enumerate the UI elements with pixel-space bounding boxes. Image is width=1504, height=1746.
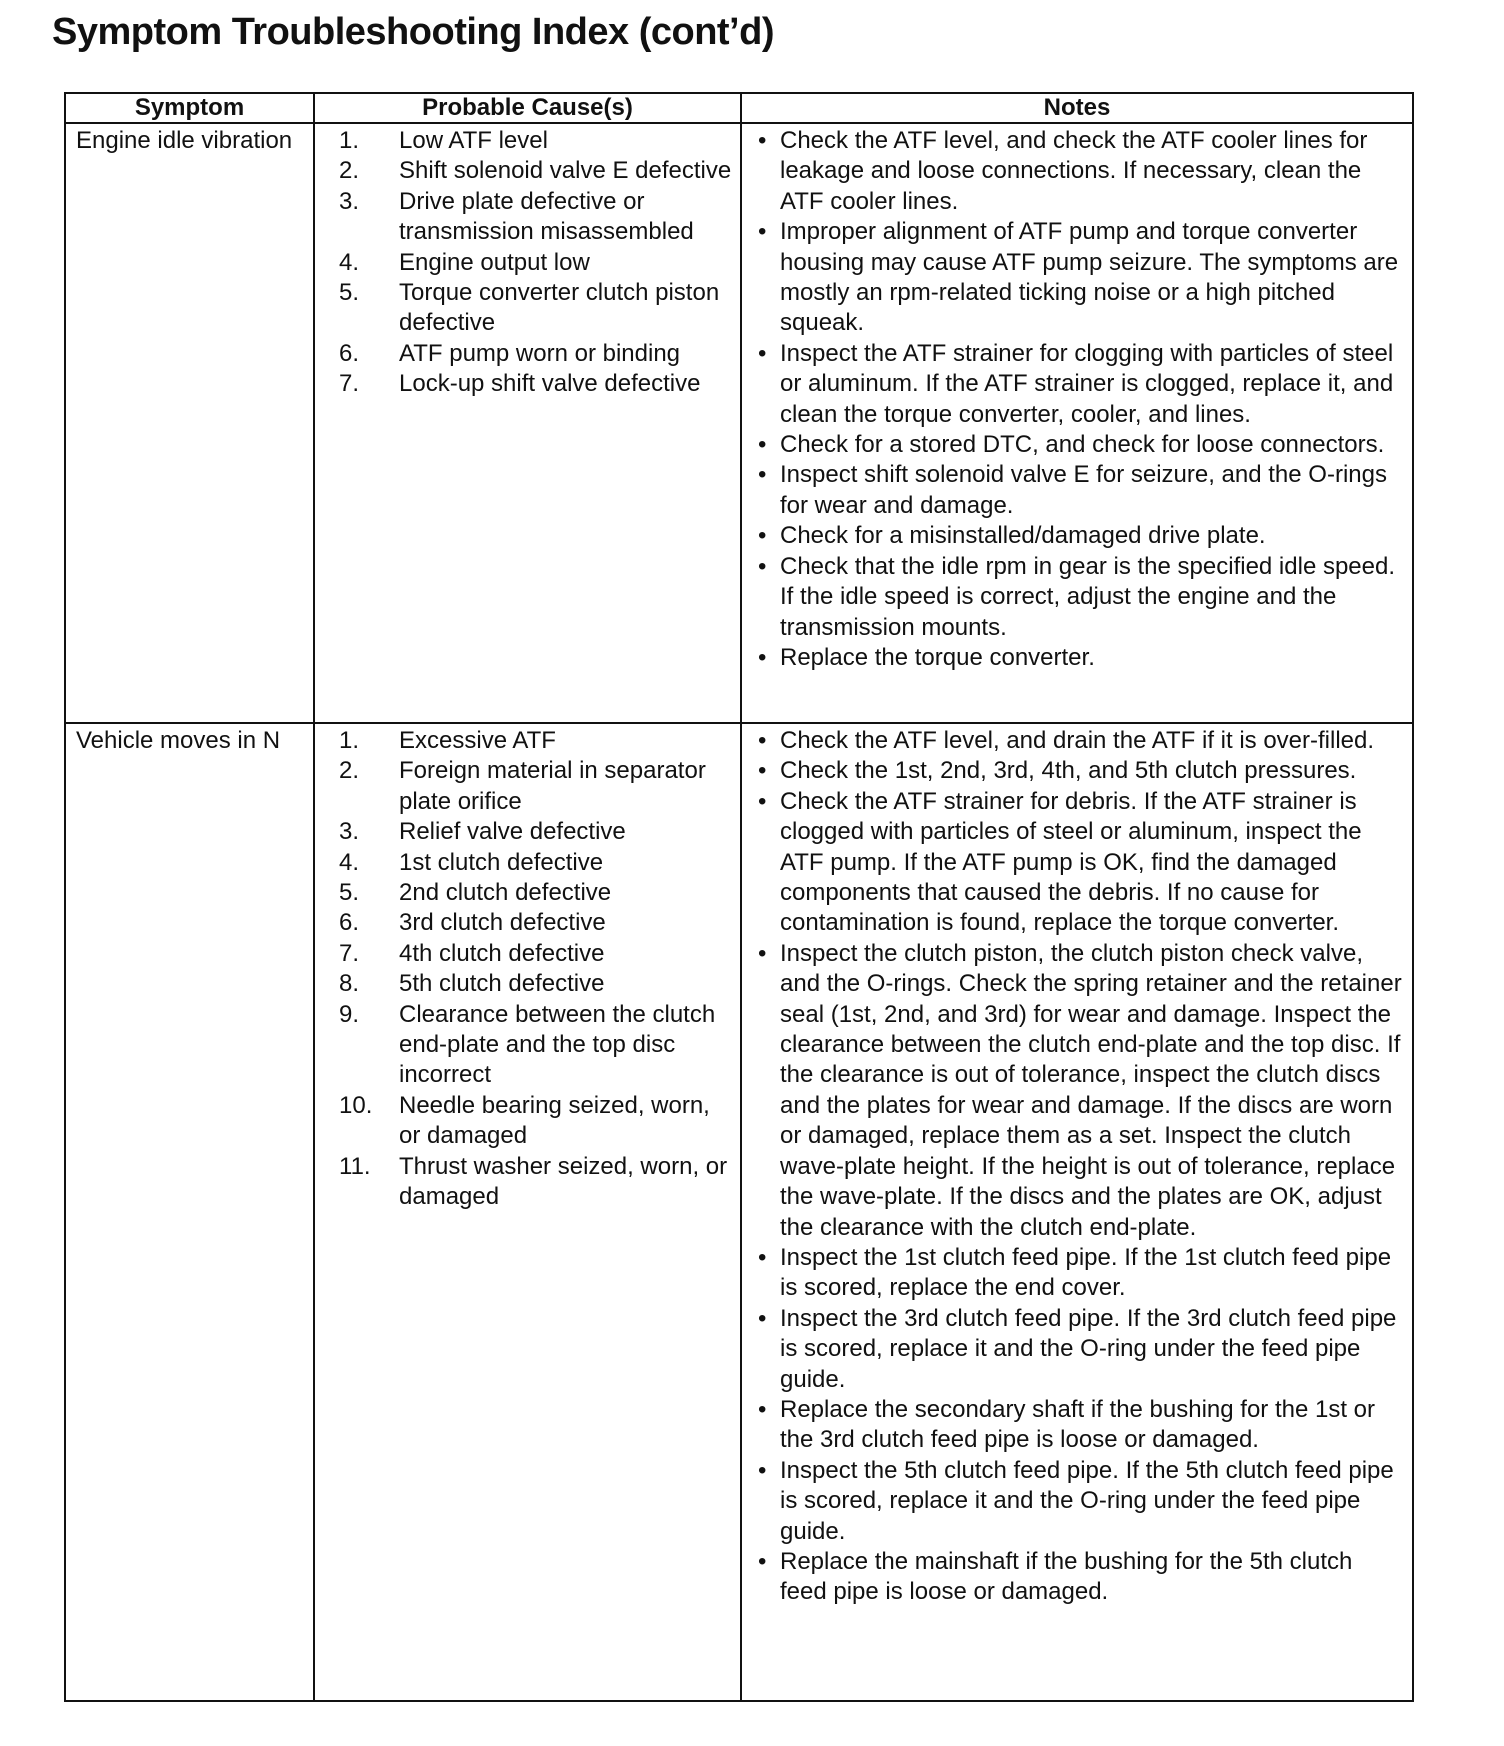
cause-number: 1. xyxy=(339,127,360,154)
header-notes: Notes xyxy=(741,93,1413,123)
note-item: • Check the ATF level, and drain the ATF if it is over-filled. xyxy=(756,726,1402,756)
note-item: • Replace the secondary shaft if the bushing for the 1st or the 3rd clutch feed pipe is loose or damaged. xyxy=(756,1395,1402,1456)
cause-item xyxy=(339,817,734,847)
table-header-row xyxy=(65,93,1413,123)
symptom-cell: Engine idle vibration xyxy=(65,123,314,723)
causes-cell xyxy=(314,723,741,1701)
cause-text: Engine output low xyxy=(399,248,590,276)
cause-number: 3. xyxy=(339,818,360,846)
note-item: • Check the 1st, 2nd, 3rd, 4th, and 5th clutch pressures. xyxy=(756,756,1402,786)
cause-number: 4. xyxy=(339,848,360,876)
cause-number: 11. xyxy=(339,1152,371,1180)
cause-item xyxy=(339,908,734,938)
cause-text: 4th clutch defective xyxy=(399,939,605,967)
cause-text: Thrust washer seized, worn, or damaged xyxy=(399,1152,728,1211)
cause-number: 7. xyxy=(339,370,360,398)
cause-number: 6. xyxy=(339,909,360,937)
cause-text: Torque converter clutch piston defective xyxy=(399,279,720,337)
cause-text: 1st clutch defective xyxy=(399,848,604,876)
cause-item xyxy=(339,756,734,817)
note-item: • Check the ATF strainer for debris. If the ATF strainer is clogged with particles of steel or aluminum, inspect the ATF pump. If the ATF pump is OK, find the damaged components that caused the debris. If no cause for contamination is found, replace the torque converter. xyxy=(756,787,1402,939)
notes-list xyxy=(756,726,1402,1608)
cause-item xyxy=(339,1152,734,1213)
page-title: Symptom Troubleshooting Index (cont’d) xyxy=(52,11,774,53)
note-item: • Inspect the 5th clutch feed pipe. If the 5th clutch feed pipe is scored, replace it and the O-ring under the feed pipe guide. xyxy=(756,1456,1402,1547)
note-item: • Replace the torque converter. xyxy=(756,643,1402,673)
notes-cell xyxy=(741,123,1413,723)
cause-item xyxy=(339,187,734,248)
cause-text: Shift solenoid valve E defective xyxy=(399,157,732,185)
cause-text: ATF pump worn or binding xyxy=(399,339,681,367)
cause-item xyxy=(339,969,734,999)
cause-item xyxy=(339,339,734,369)
header-symptom: Symptom xyxy=(65,93,314,123)
cause-text: 5th clutch defective xyxy=(399,970,605,998)
note-item: • Inspect the clutch piston, the clutch piston check valve, and the O-rings. Check the spring retainer and the retainer seal (1st, 2nd, and 3rd) for wear and damage. Inspect the clearance between the clutch end-plate and the top disc. If the clearance is out of tolerance, inspect the clutch discs and the plates for wear and damage. If the discs are worn or damaged, replace them as a set. Inspect the clutch wave-plate height. If the height is out of tolerance, replace the wave-plate. If the discs and the plates are OK, adjust the clearance with the clutch end-plate. xyxy=(756,939,1402,1243)
note-item: • Inspect the 3rd clutch feed pipe. If the 3rd clutch feed pipe is scored, replace it and the O-ring under the feed pipe guide. xyxy=(756,1304,1402,1395)
note-item: • Improper alignment of ATF pump and torque converter housing may cause ATF pump seizure. The symptoms are mostly an rpm-related ticking noise or a high pitched squeak. xyxy=(756,217,1402,339)
cause-text: Low ATF level xyxy=(399,127,548,154)
note-item: • Check the ATF level, and check the ATF cooler lines for leakage and loose connections. If necessary, clean the ATF cooler lines. xyxy=(756,126,1402,217)
cause-text: Excessive ATF xyxy=(399,727,556,754)
notes-cell xyxy=(741,723,1413,1701)
cause-text: Drive plate defective or transmission misassembled xyxy=(399,187,694,246)
note-item: • Check for a stored DTC, and check for loose connectors. xyxy=(756,430,1402,460)
cause-item xyxy=(339,156,734,186)
cause-text: 2nd clutch defective xyxy=(399,879,612,907)
causes-list xyxy=(339,126,734,400)
cause-number: 2. xyxy=(339,757,360,785)
cause-item xyxy=(339,848,734,878)
note-item: • Check that the idle rpm in gear is the specified idle speed. If the idle speed is correct, adjust the engine and the transmission mounts. xyxy=(756,552,1402,643)
cause-text: Needle bearing seized, worn, or damaged xyxy=(399,1091,710,1150)
cause-item xyxy=(339,939,734,969)
note-item: • Replace the mainshaft if the bushing for the 5th clutch feed pipe is loose or damaged. xyxy=(756,1547,1402,1608)
cause-text: Clearance between the clutch end-plate and the top disc incorrect xyxy=(399,1000,716,1089)
table-row xyxy=(65,723,1413,1701)
cause-number: 3. xyxy=(339,187,360,215)
cause-number: 4. xyxy=(339,248,360,276)
cause-number: 10. xyxy=(339,1091,373,1119)
cause-item xyxy=(339,1091,734,1152)
header-probable-causes: Probable Cause(s) xyxy=(314,93,741,123)
cause-item xyxy=(339,126,734,156)
cause-number: 5. xyxy=(339,879,360,907)
cause-number: 5. xyxy=(339,279,360,307)
cause-item xyxy=(339,369,734,399)
cause-text: Relief valve defective xyxy=(399,818,626,846)
table-row xyxy=(65,123,1413,723)
cause-item xyxy=(339,726,734,756)
cause-item xyxy=(339,1000,734,1091)
notes-list xyxy=(756,126,1402,673)
cause-number: 9. xyxy=(339,1000,360,1028)
cause-number: 1. xyxy=(339,727,360,754)
symptom-cell: Vehicle moves in N xyxy=(65,723,314,1701)
cause-item xyxy=(339,248,734,278)
note-item: • Inspect shift solenoid valve E for seizure, and the O-rings for wear and damage. xyxy=(756,460,1402,521)
causes-cell xyxy=(314,123,741,723)
cause-item xyxy=(339,878,734,908)
note-item: • Check for a misinstalled/damaged drive plate. xyxy=(756,521,1402,551)
note-item: • Inspect the ATF strainer for clogging with particles of steel or aluminum. If the ATF strainer is clogged, replace it, and clean the torque converter, cooler, and lines. xyxy=(756,339,1402,430)
cause-item xyxy=(339,278,734,339)
cause-text: Foreign material in separator plate orifice xyxy=(399,757,706,815)
cause-text: Lock-up shift valve defective xyxy=(399,370,701,398)
note-item: • Inspect the 1st clutch feed pipe. If the 1st clutch feed pipe is scored, replace the end cover. xyxy=(756,1243,1402,1304)
cause-number: 6. xyxy=(339,339,360,367)
symptom-index-table xyxy=(64,92,1414,1702)
cause-number: 7. xyxy=(339,939,360,967)
cause-number: 2. xyxy=(339,157,360,185)
cause-text: 3rd clutch defective xyxy=(399,909,606,937)
cause-number: 8. xyxy=(339,970,360,998)
causes-list xyxy=(339,726,734,1213)
